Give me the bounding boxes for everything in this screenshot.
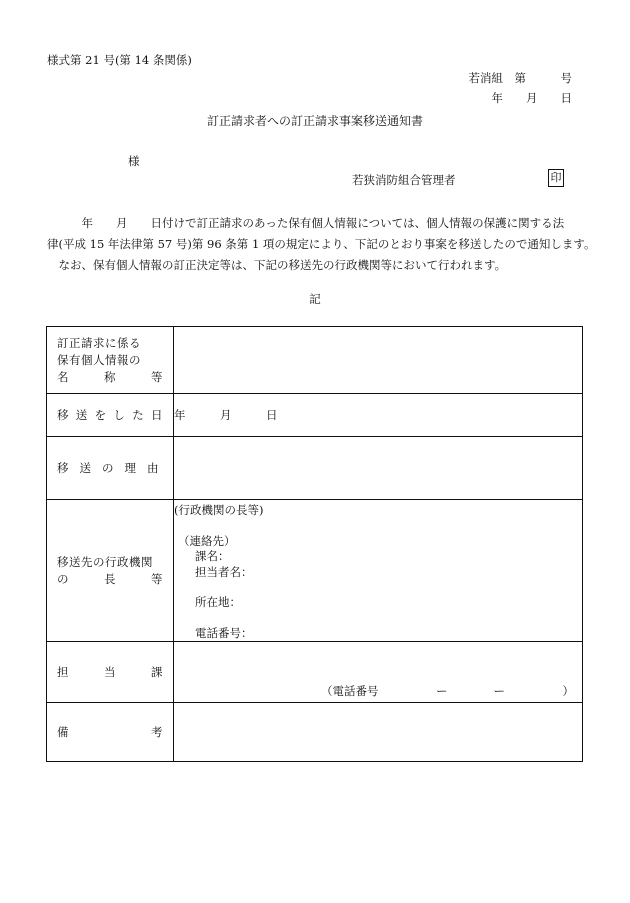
row-transfer-date <box>47 394 583 437</box>
label-char: 長 <box>104 571 116 586</box>
row-department <box>47 642 583 703</box>
label-char: 担 <box>57 664 69 679</box>
label-char: を <box>94 407 107 422</box>
label-char: 当 <box>104 664 116 679</box>
dest-section: 課名： <box>195 549 230 563</box>
label-char: 等 <box>151 369 163 384</box>
label-remarks <box>47 703 174 762</box>
row-destination <box>47 500 583 642</box>
dest-contact: （連絡先） <box>178 533 236 548</box>
label-char: 備 <box>57 724 69 739</box>
row-personal-info <box>47 327 583 394</box>
addressee: 様 <box>128 154 140 168</box>
label-char: 理 <box>124 460 137 475</box>
label-personal-info <box>47 327 174 394</box>
date-day: 日 <box>266 408 278 422</box>
field-destination[interactable] <box>174 500 583 642</box>
label-personal-info-line1: 訂正請求に係る <box>57 335 141 350</box>
label-destination <box>47 500 174 642</box>
date-month: 月 <box>220 408 232 422</box>
dest-head: (行政機関の長等) <box>174 503 264 517</box>
label-char: 送 <box>79 460 92 475</box>
notice-body <box>47 213 596 276</box>
document-date: 年 月 日 <box>491 91 572 105</box>
sender-name: 若狭消防組合管理者 <box>352 173 456 187</box>
label-destination-line1: 移送先の行政機関 <box>57 554 153 569</box>
label-char: 由 <box>147 460 159 475</box>
label-char: 課 <box>151 664 163 679</box>
field-remarks[interactable] <box>174 703 583 762</box>
label-char: の <box>57 571 69 586</box>
field-transfer-reason[interactable] <box>174 437 583 500</box>
label-transfer-date <box>47 394 174 437</box>
label-char: し <box>113 407 126 422</box>
field-personal-info[interactable] <box>174 327 583 394</box>
ki-heading: 記 <box>309 292 321 306</box>
transfer-table <box>46 326 583 762</box>
label-char: 日 <box>150 407 163 422</box>
date-year: 年 <box>174 408 186 422</box>
label-department <box>47 642 174 703</box>
label-personal-info-line2: 保有個人情報の <box>57 352 141 367</box>
label-char: 名 <box>57 369 69 384</box>
department-phone: （電話番号 ー ー ） <box>321 684 574 698</box>
label-transfer-reason <box>47 437 174 500</box>
body-line-2: 律(平成 15 年法律第 57 号)第 96 条第 1 項の規定により、下記のとおり事案を移送したので通知します。 <box>47 237 596 251</box>
label-char: の <box>102 460 114 475</box>
seal-mark: 印 <box>548 169 564 187</box>
dest-phone: 電話番号： <box>195 625 253 640</box>
label-char: た <box>132 407 145 422</box>
form-number: 様式第 21 号(第 14 条関係) <box>47 53 192 67</box>
label-char: 等 <box>151 571 163 586</box>
body-line-1: 年 月 日付けで訂正請求のあった保有個人情報については、個人情報の保護に関する法 <box>47 216 565 230</box>
body-line-3: なお、保有個人情報の訂正決定等は、下記の移送先の行政機関等において行われます。 <box>47 258 507 272</box>
document-number: 若消組 第 号 <box>468 71 572 85</box>
label-char: 移 <box>57 407 69 422</box>
field-department[interactable] <box>174 642 583 703</box>
label-char: 送 <box>75 407 88 422</box>
label-char: 移 <box>57 460 69 475</box>
dest-address: 所在地： <box>195 595 241 609</box>
document-title: 訂正請求者への訂正請求事案移送通知書 <box>206 114 423 128</box>
field-transfer-date[interactable] <box>174 394 583 437</box>
dest-person: 担当者名： <box>195 564 253 579</box>
label-char: 考 <box>151 724 163 739</box>
row-transfer-reason <box>47 437 583 500</box>
label-char: 称 <box>104 369 116 384</box>
row-remarks <box>47 703 583 762</box>
